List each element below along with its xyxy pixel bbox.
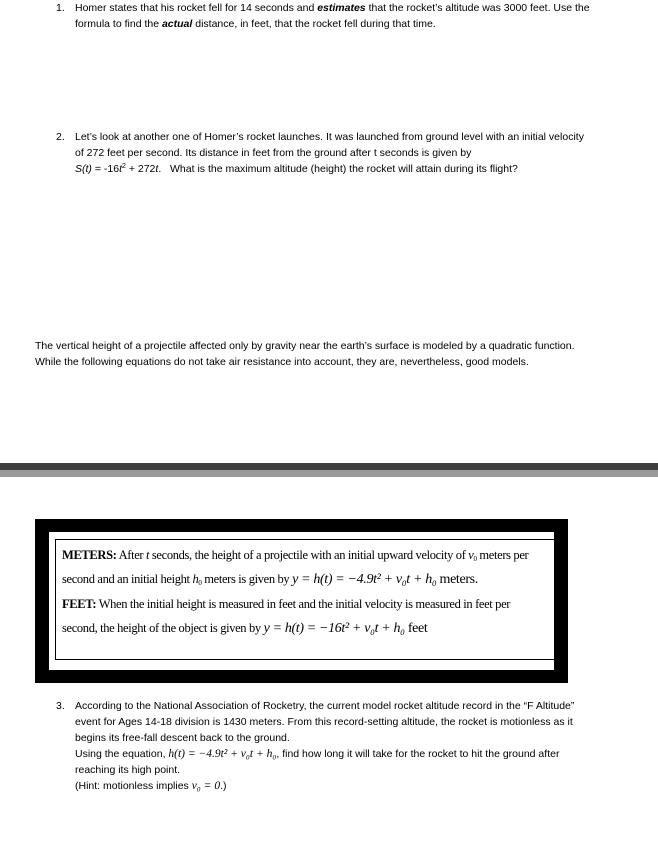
- question-3-line-4: Using the equation, h(t) = −4.9t² + v₀t + h₀, find how long it will take for the rocket to hit the ground after: [75, 748, 560, 760]
- question-1-text: [75, 0, 636, 32]
- separator-band-dark: [0, 463, 658, 470]
- intro-line-2: While the following equations do not take air resistance into account, they are, nevertheless, good models.: [35, 356, 529, 368]
- question-3-line-5: reaching its high point.: [75, 764, 181, 776]
- question-3-text: [75, 698, 636, 794]
- feet-line-2: second, the height of the object is given by y = h(t) = −16t² + v₀t + h₀ feet: [62, 621, 428, 636]
- question-2-number: 2.: [56, 131, 65, 143]
- feet-label: FEET:: [62, 597, 97, 611]
- question-2: [56, 129, 636, 177]
- question-2-line-3: $S(t) = -16t^2 + 272t$. What is the maximum altitude (height) the rocket will attain during its flight?: [75, 163, 518, 175]
- question-2-line-2: of 272 feet per second. Its distance in feet from the ground after t seconds is given by: [75, 147, 472, 159]
- question-1-line-1: Homer states that his rocket fell for 14 seconds and estimates that the rocket’s altitude was 3000 feet. Use the: [75, 2, 590, 14]
- emphasis-actual: actual: [161, 18, 193, 30]
- question-3-number: 3.: [56, 700, 65, 712]
- question-1-number: 1.: [56, 2, 65, 14]
- separator-band-light: [0, 470, 658, 477]
- meters-equation: y = h(t) = −4.9t² + v₀t + h₀: [292, 572, 437, 587]
- question-3-line-1: According to the National Association of Rocketry, the current model rocket altitude record in the “F Altitude”: [75, 700, 575, 712]
- distance-function: S(t): [75, 163, 92, 175]
- meters-line-2: second and an initial height $h_0$ meters is given by y = h(t) = −4.9t² + v₀t + h₀ meters.: [62, 572, 478, 587]
- height-equation: h(t) = −4.9t² + v₀t + h₀: [168, 748, 277, 760]
- projectile-intro: [35, 338, 635, 370]
- formula-box: [49, 532, 554, 670]
- intro-line-1: The vertical height of a projectile affected only by gravity near the earth’s surface is modeled by a quadratic function.: [35, 340, 575, 352]
- question-2-text: [75, 129, 636, 177]
- question-3: [56, 698, 636, 794]
- meters-line-1: METERS: After t seconds, the height of a projectile with an initial upward velocity of $v_0$ meters per: [62, 548, 529, 563]
- question-2-line-1: Let’s look at another one of Homer’s rocket launches. It was launched from ground level with an initial velocity: [75, 131, 584, 143]
- question-3-hint: (Hint: motionless implies v₀ = 0.): [75, 780, 227, 792]
- feet-equation: y = h(t) = −16t² + v₀t + h₀: [263, 621, 405, 636]
- question-3-line-2: event for Ages 14-18 division is 1430 meters. From this record-setting altitude, the rocket is motionless as it: [75, 716, 573, 728]
- meters-label: METERS:: [62, 548, 117, 562]
- formula-frame: [35, 519, 568, 683]
- emphasis-estimates: estimates: [317, 2, 366, 14]
- feet-line-1: FEET: When the initial height is measured in feet and the initial velocity is measured in feet per: [62, 597, 511, 611]
- question-3-line-3: begins its free-fall descent back to the ground.: [75, 732, 290, 744]
- formula-content: [55, 539, 556, 660]
- question-2-question: What is the maximum altitude (height) the rocket will attain during its flight?: [170, 163, 518, 175]
- hint-equation: v₀ = 0: [191, 780, 221, 792]
- question-1: [56, 0, 636, 32]
- question-1-line-2: formula to find the actual distance, in feet, that the rocket fell during that time.: [75, 18, 436, 30]
